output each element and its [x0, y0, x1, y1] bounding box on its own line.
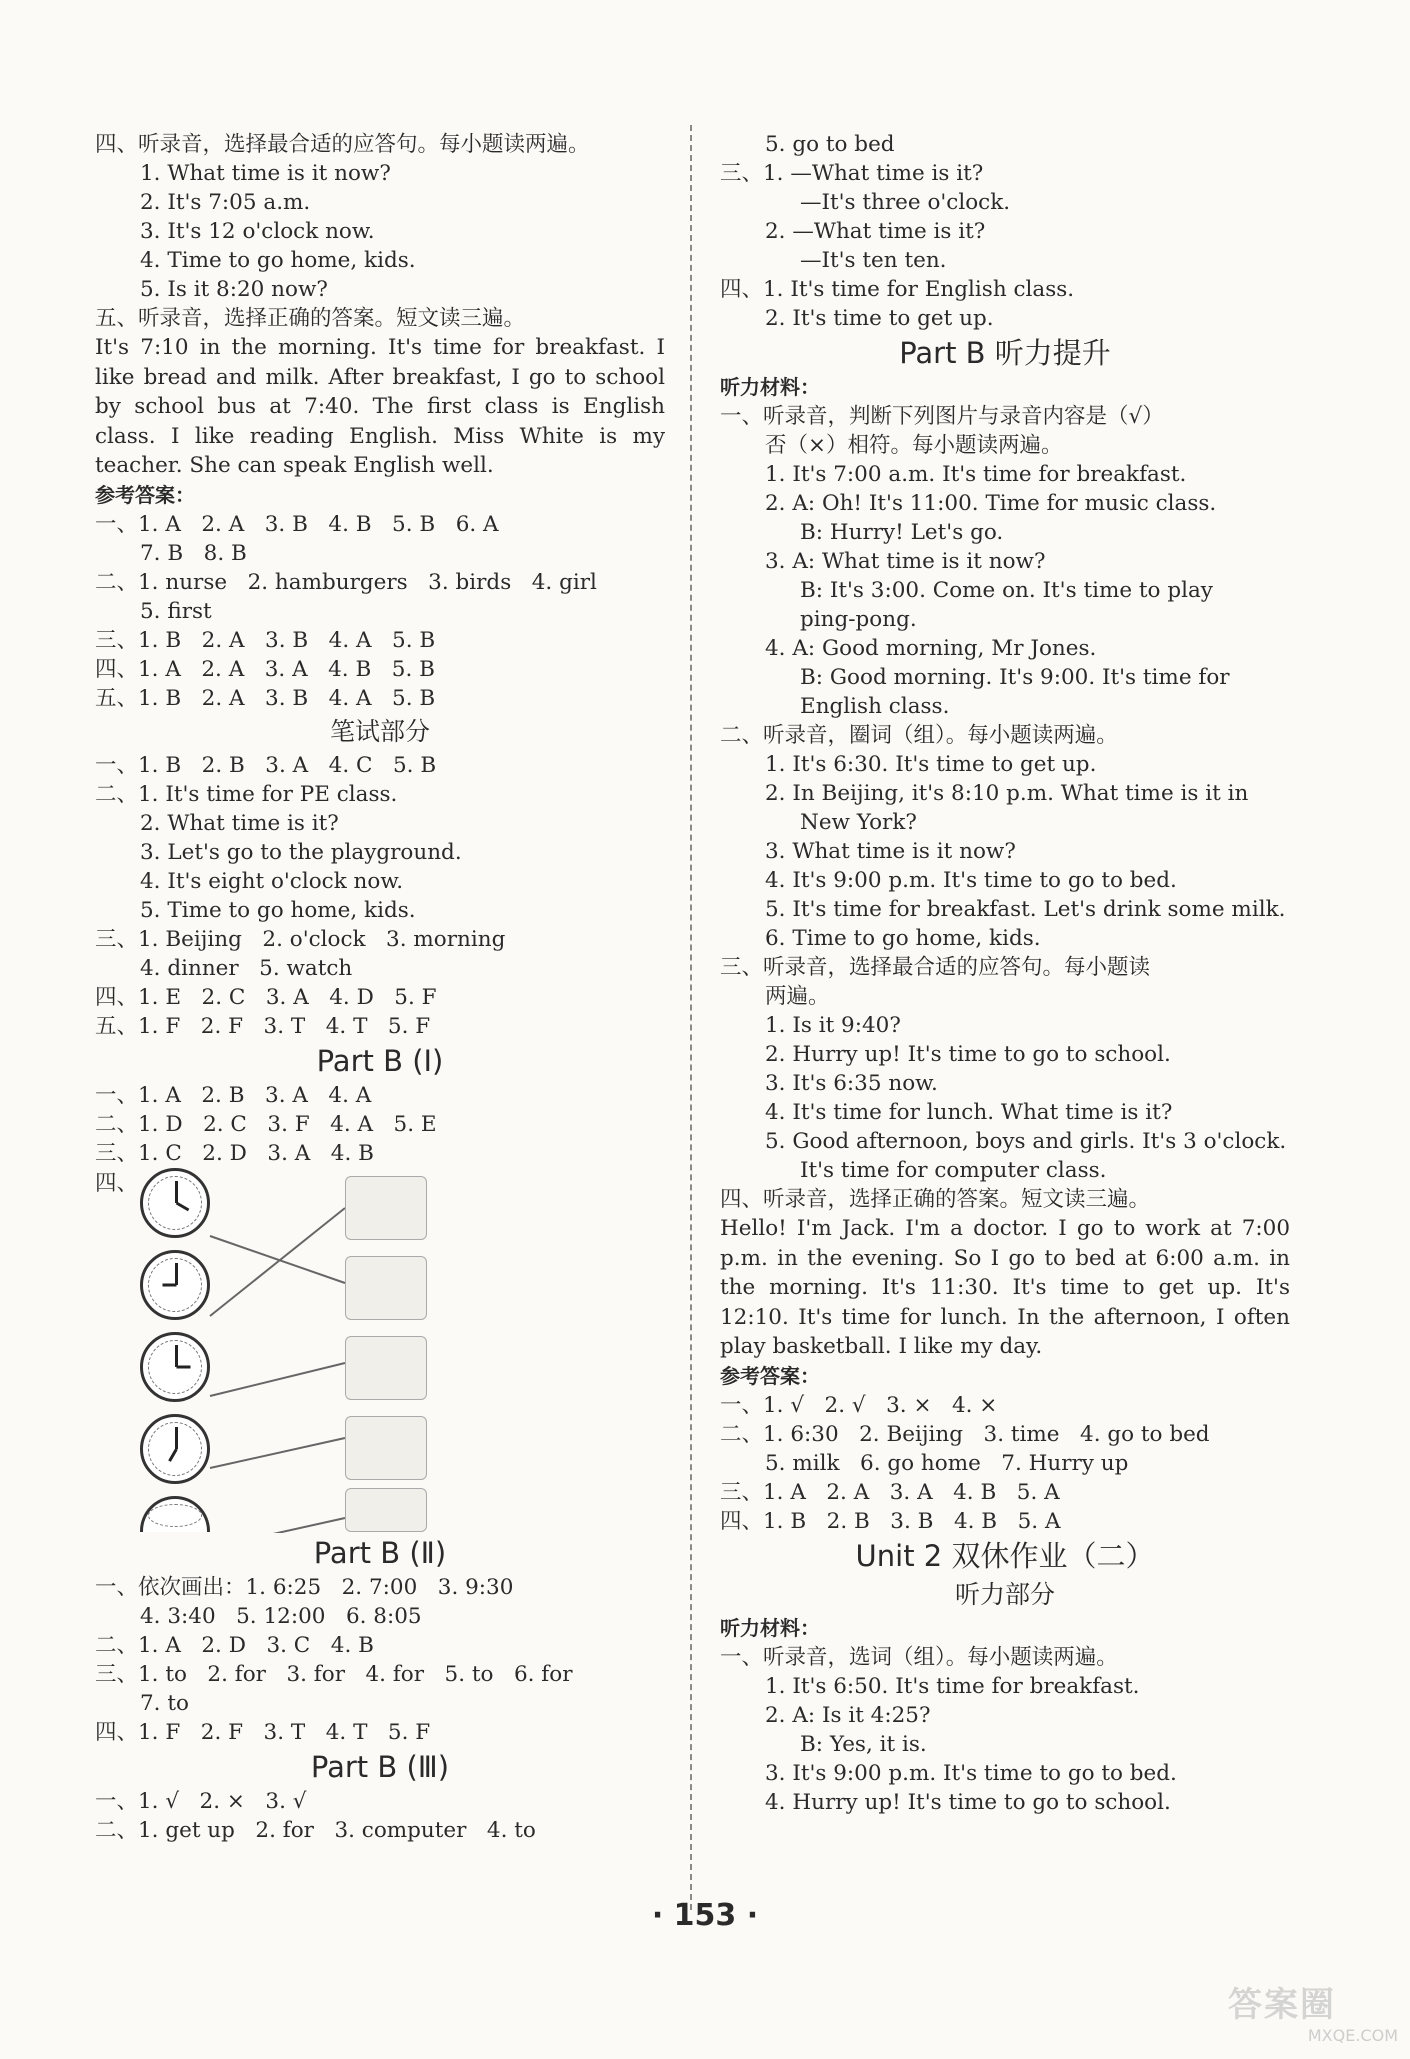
text-line: B: It's 3:00. Come on. It's time to play [800, 578, 1213, 603]
text-line: English class. [800, 694, 950, 719]
text-line: 5. It's time for breakfast. Let's drink some milk. [765, 897, 1286, 922]
text-line: 4. Time to go home, kids. [140, 248, 416, 273]
text-line: 4. A: Good morning, Mr Jones. [765, 636, 1097, 661]
text-line: 1. What time is it now? [140, 161, 391, 186]
text-line: 两遍。 [765, 984, 830, 1009]
text-line: 五、1. B 2. A 3. B 4. A 5. B [95, 685, 436, 711]
text-line: —It's ten ten. [800, 248, 947, 273]
text-line: 二、1. D 2. C 3. F 4. A 5. E [95, 1111, 437, 1137]
text-line: 2. A: Oh! It's 11:00. Time for music class. [765, 491, 1217, 516]
text-line: New York? [800, 810, 917, 835]
clock-matching-illustration [95, 1168, 425, 1533]
text-line: 7. to [140, 1690, 189, 1716]
text-line: 5. Is it 8:20 now? [140, 277, 328, 302]
text-line: 否（×）相符。每小题读两遍。 [765, 433, 1063, 458]
page-number: · 153 · [651, 1898, 759, 1933]
text-line: 四、1. F 2. F 3. T 4. T 5. F [95, 1719, 431, 1745]
left-column [95, 130, 665, 1845]
listening-script-block [95, 130, 665, 333]
text-line: 四、听录音，选择正确的答案。短文读三遍。 [720, 1187, 1151, 1212]
materials-label: 听力材料： [720, 375, 820, 399]
text-line: 一、1. B 2. B 3. A 4. C 5. B [95, 752, 437, 778]
text-line: 三、1. B 2. A 3. B 4. A 5. B [95, 627, 436, 653]
text-line: 一、1. A 2. A 3. B 4. B 5. B 6. A [95, 511, 499, 537]
continued-answers-block [720, 130, 1290, 333]
text-line: 7. B 8. B [140, 540, 247, 566]
text-line: 6. Time to go home, kids. [765, 926, 1041, 951]
section-title-part-b-listening: Part B 听力提升 [899, 336, 1111, 370]
text-line: 三、1. A 2. A 3. A 4. B 5. A [720, 1479, 1060, 1505]
column-divider [690, 125, 692, 1910]
text-line: 2. Hurry up! It's time to go to school. [765, 1042, 1171, 1067]
text-line: 2. —What time is it? [765, 219, 986, 244]
text-line: 四、1. It's time for English class. [720, 277, 1075, 302]
clock-icon [140, 1250, 210, 1320]
text-line: 4. It's time for lunch. What time is it? [765, 1100, 1173, 1125]
girl-in-bed-picture [345, 1256, 427, 1320]
text-line: 三、听录音，选择最合适的应答句。每小题读 [720, 955, 1151, 980]
boy-sleeping-picture [345, 1416, 427, 1480]
text-line: 2. What time is it? [140, 810, 339, 836]
text-line: 1. Is it 9:40? [765, 1013, 901, 1038]
text-line: B: Good morning. It's 9:00. It's time for [800, 665, 1230, 690]
text-line: 四、听录音，选择最合适的应答句。每小题读两遍。 [95, 132, 590, 157]
right-column [720, 130, 1290, 1817]
passage-text: It's 7:10 in the morning. It's time for breakfast. I like bread and milk. After breakfast, I go to school by school bus at 7:40. The first class is English class. I like reading English. Miss White is my teacher. She can speak English well. [95, 335, 665, 478]
watermark-url: MXQE.COM [1307, 2026, 1398, 2045]
text-line: 2. It's time to get up. [765, 306, 994, 331]
part-b2-answers-block [95, 1573, 665, 1747]
part-b3-answers-block [95, 1787, 665, 1845]
text-line: 三、1. C 2. D 3. A 4. B [95, 1140, 374, 1166]
listening-materials-block [720, 1643, 1290, 1817]
answers-label: 参考答案： [720, 1363, 820, 1388]
text-line: 二、1. get up 2. for 3. computer 4. to [95, 1817, 536, 1843]
text-line: 5. Time to go home, kids. [140, 897, 416, 923]
family-eating-picture [345, 1336, 427, 1400]
text-line: 4. 3:40 5. 12:00 6. 8:05 [140, 1603, 422, 1629]
answers-block [720, 1391, 1290, 1536]
clock-icon [140, 1168, 210, 1238]
section-title-part-b2: Part B (Ⅱ) [313, 1535, 447, 1570]
text-line: 二、1. A 2. D 3. C 4. B [95, 1632, 374, 1658]
text-line: 一、1. √ 2. × 3. √ [95, 1788, 307, 1814]
text-line: 2. In Beijing, it's 8:10 p.m. What time is it in [765, 781, 1249, 806]
section-title-listening: 听力部分 [954, 1579, 1055, 1609]
text-line: 一、1. A 2. B 3. A 4. A [95, 1082, 372, 1108]
text-line: 5. milk 6. go home 7. Hurry up [765, 1450, 1129, 1476]
text-line: 一、听录音，选词（组）。每小题读两遍。 [720, 1644, 1118, 1670]
text-line: 一、依次画出：1. 6:25 2. 7:00 3. 9:30 [95, 1574, 514, 1600]
text-line: 一、听录音，判断下列图片与录音内容是（√） [720, 404, 1164, 429]
section-title-part-b3: Part B (Ⅲ) [310, 1749, 450, 1784]
passage-text: Hello! I'm Jack. I'm a doctor. I go to work at 7:00 p.m. in the evening. So I go to bed at 6:00 a.m. in the morning. It's 11:30. It's time to get up. It's 12:10. It's time for lunch. In the afternoon, I often play basketball. I like my day. [720, 1216, 1290, 1359]
text-line: 3. It's 6:35 now. [765, 1071, 938, 1096]
section-title-part-b1: Part B (Ⅰ) [316, 1043, 444, 1078]
text-line: 1. It's 6:30. It's time to get up. [765, 752, 1097, 777]
part-b1-answers-block [95, 1081, 665, 1168]
music-class-picture [345, 1488, 427, 1532]
text-line: 五、听录音，选择正确的答案。短文读三遍。 [95, 306, 526, 331]
text-line: 一、1. √ 2. √ 3. × 4. × [720, 1392, 998, 1418]
text-line: 3. What time is it now? [765, 839, 1016, 864]
text-line: 三、1. Beijing 2. o'clock 3. morning [95, 926, 506, 952]
text-line: 3. A: What time is it now? [765, 549, 1046, 574]
watermark-logo: 答案圈 [1228, 1985, 1336, 2025]
clock-icon [140, 1332, 210, 1402]
text-line: 五、1. F 2. F 3. T 4. T 5. F [95, 1013, 431, 1039]
text-line: 4. It's eight o'clock now. [140, 868, 404, 894]
text-line: 三、1. —What time is it? [720, 161, 984, 186]
text-line: 二、听录音，圈词（组）。每小题读两遍。 [720, 723, 1118, 748]
text-line: 二、1. 6:30 2. Beijing 3. time 4. go to bed [720, 1421, 1210, 1447]
text-line: B: Hurry! Let's go. [800, 520, 1004, 545]
text-line: 4. dinner 5. watch [140, 955, 353, 981]
text-line: 5. Good afternoon, boys and girls. It's 3 o'clock. [765, 1129, 1287, 1154]
text-line: 2. A: Is it 4:25? [765, 1702, 931, 1728]
text-line: 5. go to bed [765, 132, 895, 157]
text-line: 四、1. B 2. B 3. B 4. B 5. A [720, 1508, 1061, 1534]
text-line: 5. first [140, 598, 212, 624]
text-line: B: Yes, it is. [800, 1731, 927, 1757]
text-line: 3. It's 12 o'clock now. [140, 219, 375, 244]
site-watermark [1228, 1977, 1398, 2047]
text-line: It's time for computer class. [800, 1158, 1107, 1183]
unit-title: Unit 2 双休作业（二） [855, 1538, 1155, 1573]
text-line: 四、1. A 2. A 3. A 4. B 5. B [95, 656, 435, 682]
clock-icon [140, 1414, 210, 1484]
text-line: 3. Let's go to the playground. [140, 839, 462, 865]
listening-materials-block [720, 402, 1290, 1214]
text-line: 2. It's 7:05 a.m. [140, 190, 311, 215]
school-building-picture [345, 1176, 427, 1240]
text-line: ping-pong. [800, 607, 917, 632]
text-line: 1. It's 6:50. It's time for breakfast. [765, 1673, 1140, 1699]
answers-label: 参考答案： [95, 482, 195, 507]
text-line: 三、1. to 2. for 3. for 4. for 5. to 6. for [95, 1661, 573, 1687]
text-line: 1. It's 7:00 a.m. It's time for breakfast. [765, 462, 1187, 487]
question-number: 四、 [95, 1170, 139, 1196]
answers-block [95, 510, 665, 713]
text-line: —It's three o'clock. [800, 190, 1011, 215]
text-line: 3. It's 9:00 p.m. It's time to go to bed. [765, 1760, 1177, 1786]
text-line: 二、1. It's time for PE class. [95, 781, 398, 807]
text-line: 4. It's 9:00 p.m. It's time to go to bed. [765, 868, 1177, 893]
written-answers-block [95, 751, 665, 1041]
section-title-written: 笔试部分 [329, 716, 430, 746]
text-line: 4. Hurry up! It's time to go to school. [765, 1789, 1171, 1815]
text-line: 二、1. nurse 2. hamburgers 3. birds 4. girl [95, 569, 597, 595]
text-line: 四、1. E 2. C 3. A 4. D 5. F [95, 984, 437, 1010]
materials-label: 听力材料： [720, 1615, 820, 1640]
